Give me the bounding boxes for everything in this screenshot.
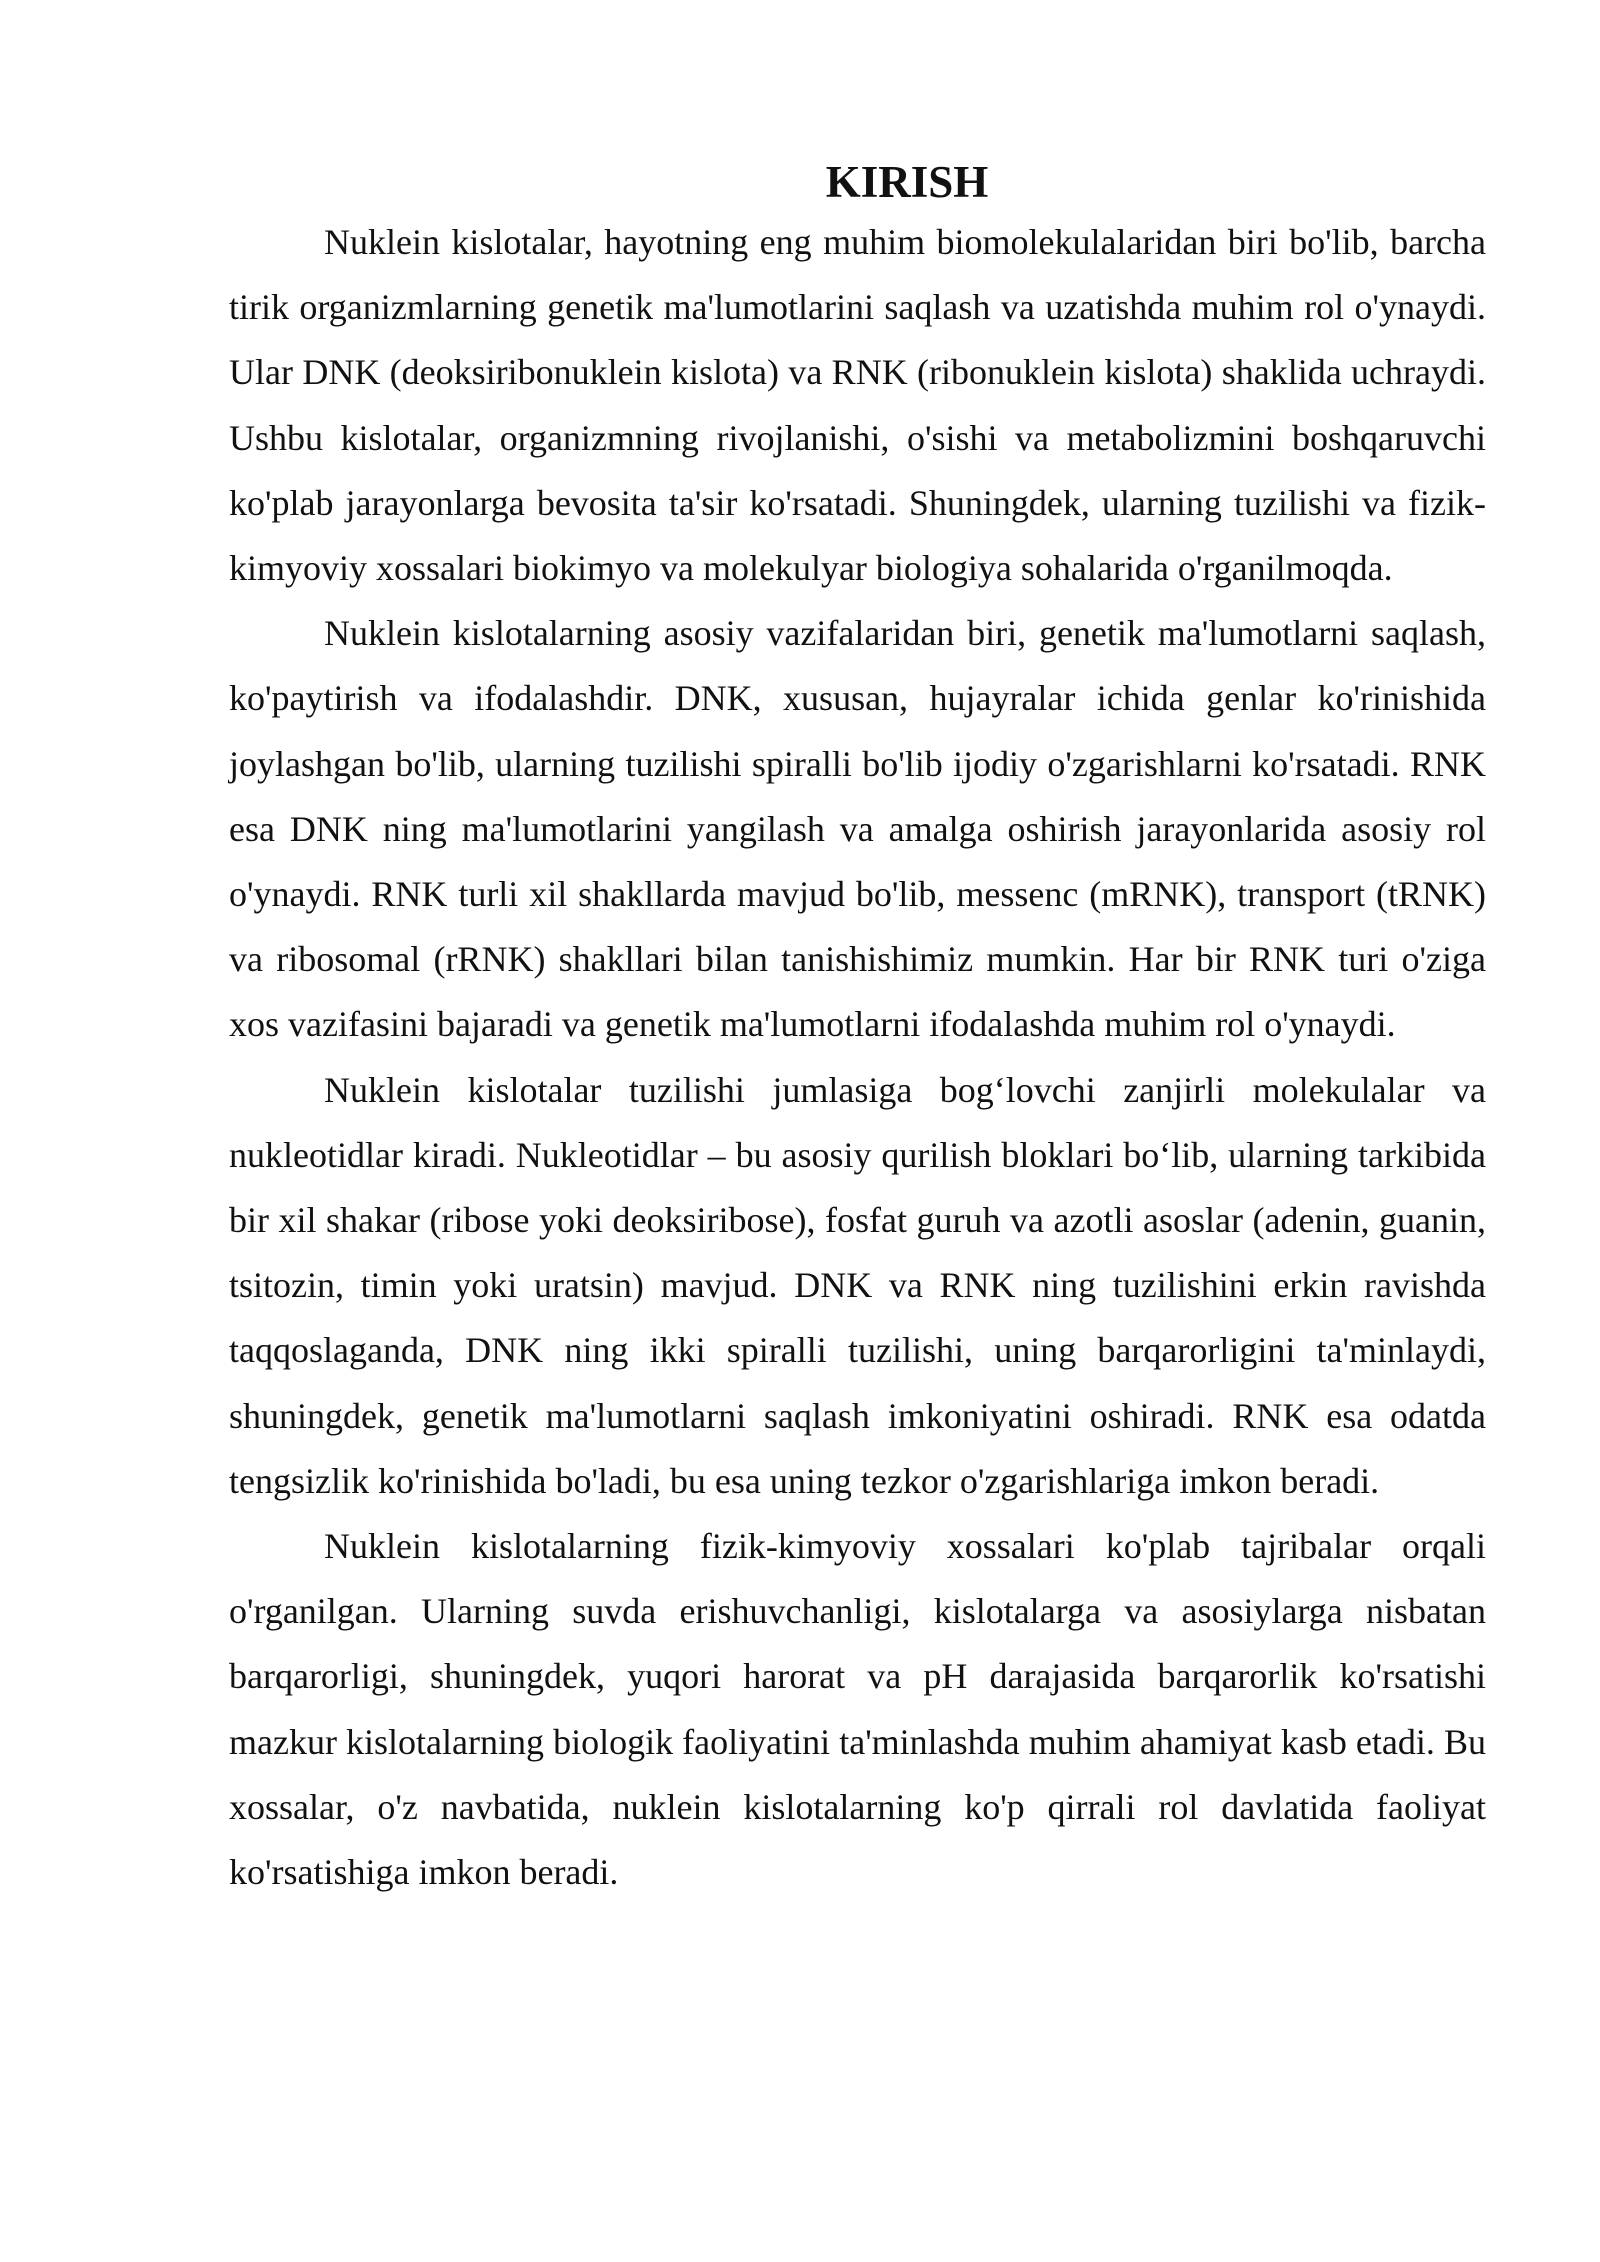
- paragraph-3: Nuklein kislotalar tuzilishi jumlasiga bog‘lovchi zanjirli molekulalar va nukleotidlar kiradi. Nukleotidlar – bu asosiy qurilish bloklari bo‘lib, ularning tarkibida bir xil shakar (ribose yoki deoksiribose), fosfat guruh va azotli asoslar (adenin, guanin, tsitozin, timin yoki uratsin) mavjud. DNK va RNK ning tuzilishini erkin ravishda taqqoslaganda, DNK ning ikki spiralli tuzilishi, uning barqarorligini ta'minlaydi, shuningdek, genetik ma'lumotlarni saqlash imkoniyatini oshiradi. RNK esa odatda tengsizlik ko'rinishida bo'ladi, bu esa uning tezkor o'zgarishlariga imkon beradi.: [229, 1069, 1486, 1501]
- paragraph-1: Nuklein kislotalar, hayotning eng muhim biomolekulalaridan biri bo'lib, barcha tirik organizmlarning genetik ma'lumotlarini saqlash va uzatishda muhim rol o'ynaydi. Ular DNK (deoksiribonuklein kislota) va RNK (ribonuklein kislota) shaklida uchraydi. Ushbu kislotalar, organizmning rivojlanishi, o'sishi va metabolizmini boshqaruvchi ko'plab jarayonlarga bevosita ta'sir ko'rsatadi. Shuningdek, ularning tuzilishi va fizik-kimyoviy xossalari biokimyo va molekulyar biologiya sohalarida o'rganilmoqda.: [229, 222, 1486, 589]
- document-body: [229, 146, 1486, 1905]
- paragraph-4: Nuklein kislotalarning fizik-kimyoviy xossalari ko'plab tajribalar orqali o'rganilgan. Ularning suvda erishuvchanligi, kislotalarga va asosiylarga nisbatan barqarorligi, shuningdek, yuqori harorat va pH darajasida barqarorlik ko'rsatishi mazkur kislotalarning biologik faoliyatini ta'minlashda muhim ahamiyat kasb etadi. Bu xossalar, o'z navbatida, nuklein kislotalarning ko'p qirrali rol davlatida faoliyat ko'rsatishiga imkon beradi.: [229, 1526, 1486, 1893]
- page-title: KIRISH: [825, 157, 989, 207]
- paragraph-2: Nuklein kislotalarning asosiy vazifalaridan biri, genetik ma'lumotlarni saqlash, ko'paytirish va ifodalashdir. DNK, xususan, hujayralar ichida genlar ko'rinishida joylashgan bo'lib, ularning tuzilishi spiralli bo'lib ijodiy o'zgarishlarni ko'rsatadi. RNK esa DNK ning ma'lumotlarini yangilash va amalga oshirish jarayonlarida asosiy rol o'ynaydi. RNK turli xil shakllarda mavjud bo'lib, messenc (mRNK), transport (tRNK) va ribosomal (rRNK) shakllari bilan tanishishimiz mumkin. Har bir RNK turi o'ziga xos vazifasini bajaradi va genetik ma'lumotlarni ifodalashda muhim rol o'ynaydi.: [229, 613, 1486, 1045]
